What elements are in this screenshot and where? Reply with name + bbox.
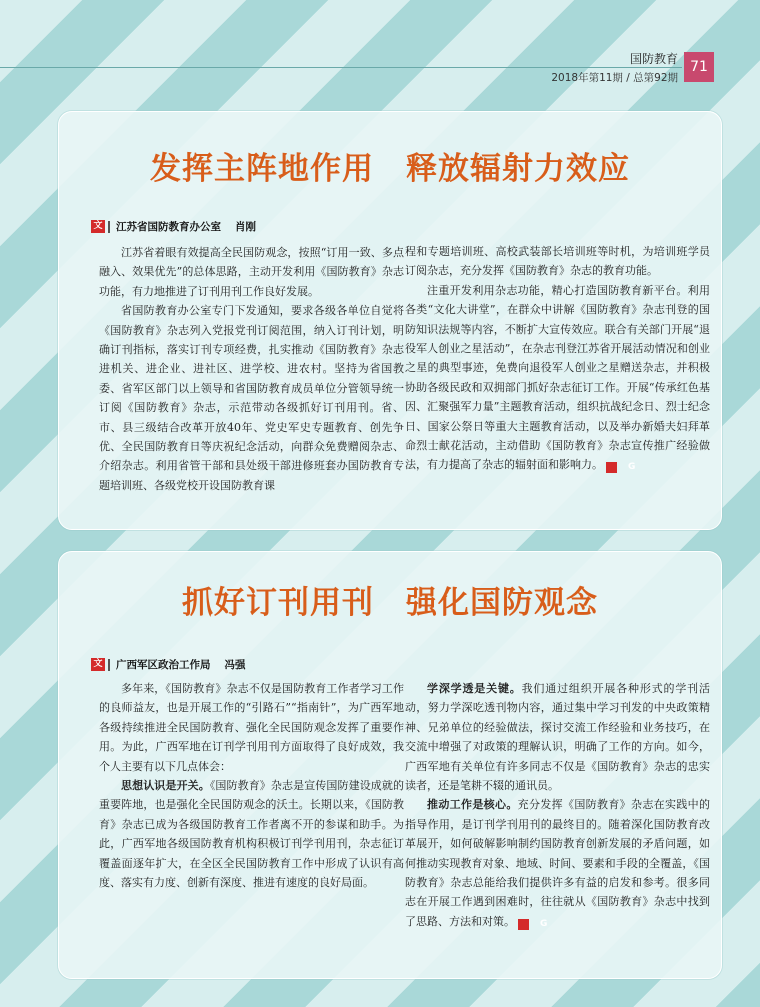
- magazine-name: 国防教育: [629, 52, 678, 66]
- wen-icon: 文: [91, 658, 105, 671]
- right-column: [405, 242, 710, 475]
- paragraph: 省国防教育办公室专门下发通知，要求各级各单位自觉将《国防教育》杂志列入党报党刊订阅范围，纳入订刊计划，明确订刊指标，落实订刊专项经费，扎实推动《国防教育》杂志进机关、进企业、进社区、进学校、进农村。坚持为省国教委、省军区部门以上领导和省国防教育成员单位分管领导统一订阅《国防教育》杂志，示范带动各级抓好订刊用刊。省、市、县三级结合改革开放40年、党史军史专题教育、创先争优、全民国防教育日等庆祝纪念活动，向群众免费赠阅杂志、介绍杂志。利用省管干部和县处级干部进修班套办国防教育专题培训班、各级党校开设国防教育课: [99, 304, 404, 492]
- right-column: [405, 679, 710, 931]
- paragraph: [405, 679, 710, 795]
- point-text: 充分发挥《国防教育》杂志在实践中的指导作用，是订刊学刊用刊的最终目的。随着深化国防教育改革展开，如何破解影响制约国防教育创新发展的矛盾问题，如何推动实现教育对象、地域、时间、要素和手段的全覆盖，《国防教育》杂志总能给我们提供许多有益的启发和参考。很多同志在开展工作遇到困难时，往往就从《国防教育》杂志中找到了思路、方法和对策。: [405, 798, 711, 928]
- header-rule: [0, 67, 682, 68]
- end-mark-icon: G: [606, 462, 617, 473]
- paragraph: [405, 281, 710, 475]
- byline-author: 肖刚: [235, 221, 256, 233]
- left-column: [99, 679, 404, 892]
- byline: [91, 657, 246, 672]
- paragraph: 多年来，《国防教育》杂志不仅是国防教育工作者学习工作的良师益友，也是开展工作的“引路石”“指南针”，为广西军地各级持续推进全民国防教育、强化全民国防观念发挥了重要作用。为此，广西军地在订刊学刊用刊方面取得了良好成效，我个人主要有以下几点体会：: [99, 682, 404, 773]
- wen-icon: 文: [91, 220, 105, 233]
- end-mark-icon: G: [518, 919, 529, 930]
- page-number: 71: [684, 52, 714, 82]
- byline-org: 江苏省国防教育办公室: [116, 221, 221, 233]
- paragraph: 江苏省着眼有效提高全民国防观念，按照“订用一致、多点融入、效果优先”的总体思路，主动开发利用《国防教育》杂志功能，有力地推进了订刊用刊工作良好发展。: [99, 246, 404, 298]
- byline: [91, 219, 256, 234]
- byline-author: 冯强: [224, 659, 246, 671]
- paragraph: [405, 795, 710, 931]
- point-lead: 推动工作是核心。: [427, 798, 518, 812]
- article-title: 发挥主阵地作用 释放辐射力效应: [150, 151, 630, 187]
- paragraph-text: 注重开发利用杂志功能，精心打造国防教育新平台。利用各类“文化大讲堂”，在群众中讲解《国防教育》杂志刊登的国防知识法规等内容，不断扩大宣传效应。联合有关部门开展“退役军人创业之星活动”，在杂志刊登江苏省开展活动情况和创业之星的典型事迹，免费向退役军人创业之星赠送杂志，并积极协助各级民政和双拥部门抓好杂志征订工作。开展“传承红色基因、汇聚强军力量”主题教育活动，组织抗战纪念日、烈士纪念日、国家公祭日等重大主题教育活动，以及举办新婚夫妇拜革命烈士献花活动，主动借助《国防教育》杂志宣传推广经验做法，有力提高了杂志的辐射面和影响力。: [405, 283, 710, 472]
- byline-org: 广西军区政治工作局: [116, 659, 211, 671]
- left-column: [99, 243, 404, 495]
- paragraph: 程和专题培训班、高校武装部长培训班等时机，为培训班学员订阅杂志，充分发挥《国防教育》杂志的教育功能。: [405, 245, 710, 278]
- article-guangxi: [58, 551, 722, 979]
- article-jiangsu: [58, 111, 722, 530]
- separator-bar-icon: [108, 221, 110, 233]
- point-lead: 思想认识是开关。: [121, 779, 210, 793]
- issue-info: 2018年第11期 / 总第92期: [551, 72, 678, 84]
- article-title: 抓好订刊用刊 强化国防观念: [182, 585, 598, 621]
- point-lead: 学深学透是关键。: [427, 682, 522, 695]
- point-text: 《国防教育》杂志是宣传国防建设成就的重要阵地，也是强化全民国防观念的沃土。长期以来，《国防教育》杂志已成为各级国防教育工作者离不开的参谋和助手。为此，广西军地各级国防教育机构积极订刊学刊用刊，杂志征订覆盖面逐年扩大，在全区全民国防教育工作中形成了认识有高度、落实有力度、创新有深度、推进有速度的良好局面。: [99, 779, 405, 890]
- separator-bar-icon: [108, 659, 110, 671]
- point-text: 我们通过组织开展各种形式的学刊活动，努力学深吃透刊物内容，通过集中学习刊发的中央政策精神、兄弟单位的经验做法，探讨交流工作经验和业务技巧，在交流中增强了对政策的理解认识，明确了工作的方向。如今，广西军地有关单位有许多同志不仅是《国防教育》杂志的忠实读者，还是笔耕不辍的通讯员。: [405, 682, 710, 793]
- paragraph: [99, 776, 404, 892]
